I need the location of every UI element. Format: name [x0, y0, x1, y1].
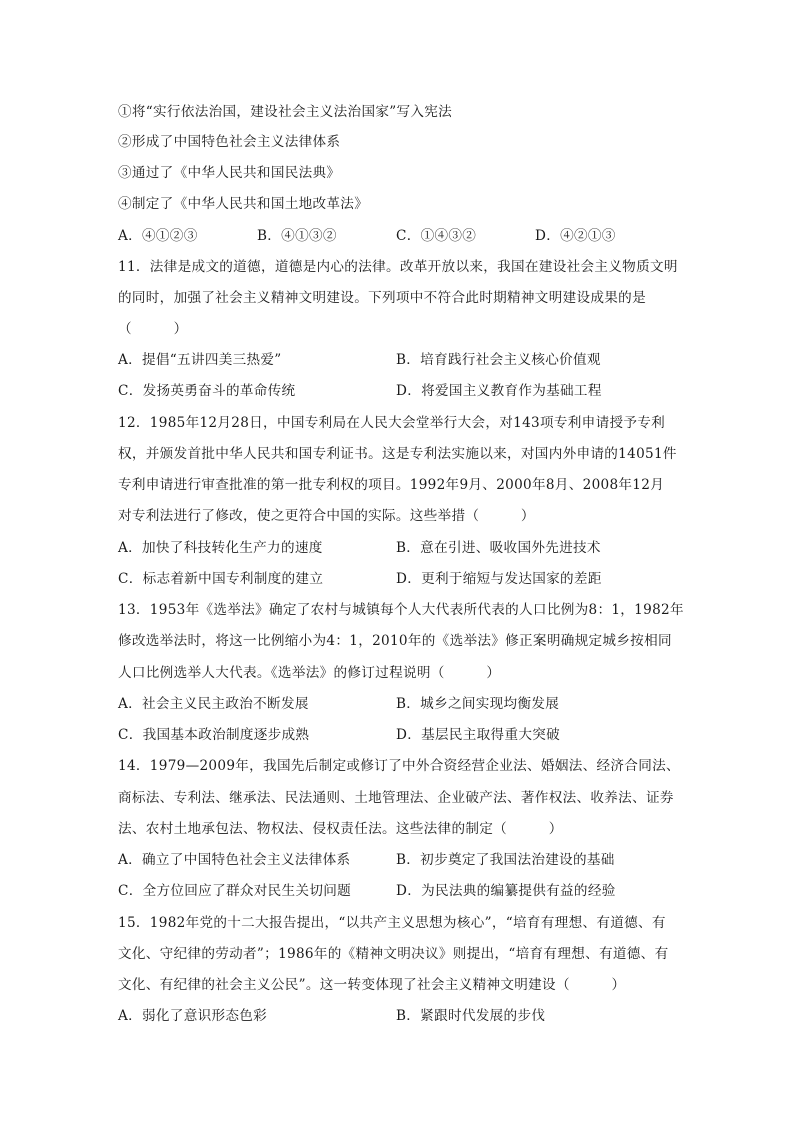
q11-option-c: C．发扬英勇奋斗的革命传统	[118, 383, 296, 399]
q11-option-d: D．将爱国主义教育作为基础工程	[396, 383, 602, 399]
item-2: ②形成了中国特色社会主义法律体系	[118, 134, 341, 150]
q12-option-a: A．加快了科技转化生产力的速度	[118, 540, 323, 556]
q14-line-1: 14．1979—2009年，我国先后制定或修订了中外合资经营企业法、婚姻法、经济合同法、	[118, 758, 680, 774]
q11-line-3: （ ）	[118, 321, 188, 337]
q13-line-3: 人口比例选举人大代表。《选举法》的修订过程说明（ ）	[118, 665, 501, 681]
q11-option-b: B．培育践行社会主义核心价值观	[396, 352, 601, 368]
q12-option-d: D．更利于缩短与发达国家的差距	[396, 571, 602, 587]
item-3: ③通过了《中华人民共和国民法典》	[118, 165, 341, 181]
q12-line-4: 对专利法进行了修改，使之更符合中国的实际。这些举措（ ）	[118, 508, 535, 524]
q15-line-3: 文化、有纪律的社会主义公民”。这一转变体现了社会主义精神文明建设（ ）	[118, 977, 626, 993]
q14-line-3: 法、农村土地承包法、物权法、侵权责任法。这些法律的制定（ ）	[118, 821, 563, 837]
q10-option-c: C．①④③②	[396, 228, 477, 244]
item-4: ④制定了《中华人民共和国土地改革法》	[118, 196, 369, 212]
q12-option-b: B．意在引进、吸收国外先进技术	[396, 540, 601, 556]
q13-option-d: D．基层民主取得重大突破	[396, 727, 561, 743]
q10-option-b: B．④①③②	[257, 228, 337, 244]
q14-option-d: D．为民法典的编纂提供有益的经验	[396, 883, 616, 899]
q11-line-2: 的同时，加强了社会主义精神文明建设。下列项中不符合此时期精神文明建设成果的是	[118, 290, 646, 306]
q14-line-2: 商标法、专利法、继承法、民法通则、土地管理法、企业破产法、著作权法、收养法、证券	[118, 790, 674, 806]
q15-line-2: 文化、守纪律的劳动者”；1986年的《精神文明决议》则提出，“培育有理想、有道德、有	[118, 946, 669, 962]
q15-line-1: 15．1982年党的十二大报告提出，“以共产主义思想为核心”，“培育有理想、有道德、有	[118, 915, 666, 931]
q13-option-b: B．城乡之间实现均衡发展	[396, 696, 560, 712]
q14-option-b: B．初步奠定了我国法治建设的基础	[396, 852, 615, 868]
q10-option-d: D．④②①③	[535, 228, 616, 244]
q13-line-1: 13．1953年《选举法》确定了农村与城镇每个人大代表所代表的人口比例为8：1，1982年	[118, 602, 684, 618]
q11-option-a: A．提倡“五讲四美三热爱”	[118, 352, 282, 368]
q13-option-a: A．社会主义民主政治不断发展	[118, 696, 309, 712]
item-1: ①将“实行依法治国，建设社会主义法治国家”写入宪法	[118, 104, 453, 120]
q12-line-1: 12．1985年12月28日，中国专利局在人民大会堂举行大会，对143项专利申请授予专利	[118, 415, 666, 431]
q14-option-c: C．全方位回应了群众对民生关切问题	[118, 883, 351, 899]
q12-line-2: 权，并颁发首批中华人民共和国专利证书。这是专利法实施以来，对国内外申请的14051件	[118, 446, 677, 462]
q11-line-1: 11．法律是成文的道德，道德是内心的法律。改革开放以来，我国在建设社会主义物质文明	[118, 259, 678, 275]
q13-option-c: C．我国基本政治制度逐步成熟	[118, 727, 310, 743]
q12-option-c: C．标志着新中国专利制度的建立	[118, 571, 324, 587]
q14-option-a: A．确立了中国特色社会主义法律体系	[118, 852, 351, 868]
q12-line-3: 专利申请进行审查批准的第一批专利权的项目。1992年9月、2000年8月、2008年12月	[118, 477, 665, 493]
q13-line-2: 修改选举法时，将这一比例缩小为4：1，2010年的《选举法》修正案明确规定城乡按相同	[118, 633, 672, 649]
q15-option-b: B．紧跟时代发展的步伐	[396, 1008, 546, 1024]
q10-option-a: A．④①②③	[118, 228, 198, 244]
q15-option-a: A．弱化了意识形态色彩	[118, 1008, 268, 1024]
